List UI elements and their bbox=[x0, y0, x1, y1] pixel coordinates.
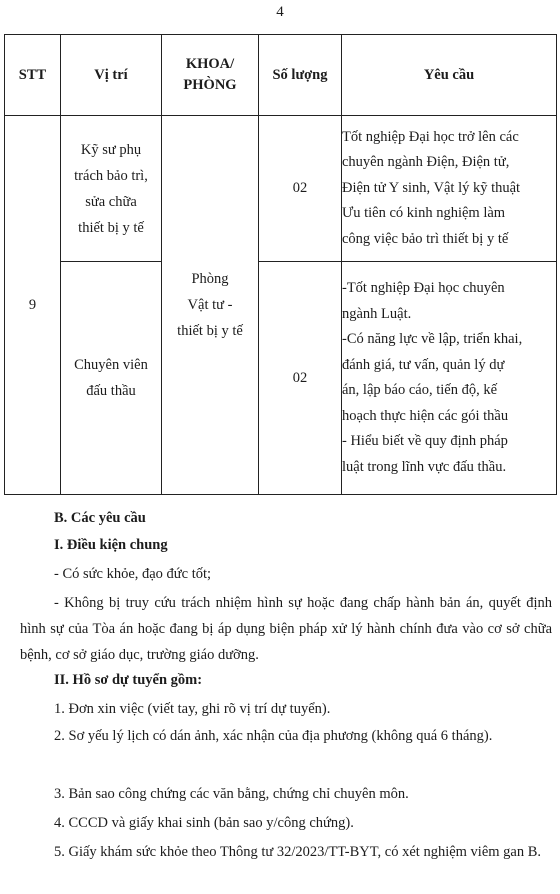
requirements-cell bbox=[342, 262, 557, 495]
table-row bbox=[5, 262, 557, 495]
requirement-line: Tốt nghiệp Đại học trở lên các bbox=[342, 128, 519, 145]
table-row bbox=[5, 116, 557, 262]
requirement-line: chuyên ngành Điện, Điện tử, bbox=[342, 154, 510, 171]
department-cell bbox=[162, 116, 259, 495]
position-cell bbox=[61, 262, 162, 495]
list-item: 5. Giấy khám sức khỏe theo Thông tư 32/2023/TT-BYT, có xét nghiệm viêm gan B. bbox=[54, 844, 542, 860]
header-requirements: Yêu cầu bbox=[342, 35, 557, 116]
position-line: trách bảo trì, bbox=[74, 167, 148, 184]
requirements-cell bbox=[342, 116, 557, 262]
list-item: 3. Bản sao công chứng các văn bằng, chứng chỉ chuyên môn. bbox=[54, 786, 409, 802]
position-line: Chuyên viên bbox=[74, 357, 148, 373]
table-header-row bbox=[5, 35, 557, 116]
requirement-line: án, lập báo cáo, tiến độ, kế bbox=[342, 382, 498, 398]
list-item: 4. CCCD và giấy khai sinh (bản sao y/công chứng). bbox=[54, 815, 354, 831]
header-quantity: Số lượng bbox=[259, 35, 342, 116]
requirement-line: công việc bảo trì thiết bị y tế bbox=[342, 230, 509, 247]
stt-cell: 9 bbox=[5, 116, 61, 495]
section-heading: II. Hồ sơ dự tuyển gồm: bbox=[54, 672, 203, 688]
section-heading: B. Các yêu cầu bbox=[54, 510, 146, 526]
position-line: đấu thầu bbox=[86, 383, 136, 399]
part1-title bbox=[54, 532, 552, 558]
header-department-line: KHOA/ bbox=[185, 56, 235, 72]
position-line: thiết bị y tế bbox=[78, 219, 144, 236]
quantity-cell: 02 bbox=[259, 262, 342, 495]
header-position: Vị trí bbox=[61, 35, 162, 116]
recruitment-table bbox=[4, 34, 557, 495]
requirement-line: -Tốt nghiệp Đại học chuyên bbox=[342, 280, 505, 296]
department-line: thiết bị y tế bbox=[177, 323, 243, 339]
quantity-cell: 02 bbox=[259, 116, 342, 262]
position-cell bbox=[61, 116, 162, 262]
department-line: Phòng bbox=[191, 271, 229, 287]
part2-title bbox=[54, 667, 552, 693]
requirement-line: hoạch thực hiện các gói thầu bbox=[342, 407, 509, 424]
page-number: 4 bbox=[276, 4, 284, 20]
section-b-title bbox=[54, 505, 552, 531]
requirement-line: -Có năng lực về lập, triển khai, bbox=[342, 331, 523, 347]
department-line: Vật tư - bbox=[187, 297, 233, 313]
header-stt: STT bbox=[5, 35, 61, 116]
paragraph: - Có sức khỏe, đạo đức tốt; bbox=[54, 566, 212, 582]
header-department bbox=[162, 35, 259, 116]
section-heading: I. Điều kiện chung bbox=[54, 537, 168, 553]
position-line: sửa chữa bbox=[85, 193, 137, 210]
position-line: Kỹ sư phụ bbox=[80, 141, 142, 158]
header-department-line: PHÒNG bbox=[183, 77, 237, 93]
paragraph: - Không bị truy cứu trách nhiệm hình sự hoặc đang chấp hành bản án, quyết định hình sự của Tòa án hoặc đang bị áp dụng biện pháp xử lý hành chính đưa vào cơ sở chữa bệnh, cơ sở giáo dục, trường giáo dưỡng. bbox=[20, 595, 552, 663]
list-item: 2. Sơ yếu lý lịch có dán ảnh, xác nhận của địa phương (không quá 6 tháng). bbox=[54, 728, 493, 744]
requirement-line: Ưu tiên có kinh nghiệm làm bbox=[342, 205, 506, 222]
requirement-line: ngành Luật. bbox=[342, 305, 412, 322]
requirement-line: - Hiểu biết về quy định pháp bbox=[342, 433, 508, 449]
list-item: 1. Đơn xin việc (viết tay, ghi rõ vị trí dự tuyển). bbox=[54, 701, 331, 717]
requirement-line: đánh giá, tư vấn, quản lý dự bbox=[342, 356, 505, 373]
requirement-line: luật trong lĩnh vực đấu thầu. bbox=[342, 458, 507, 475]
requirement-line: Điện tử Y sinh, Vật lý kỹ thuật bbox=[342, 179, 521, 196]
